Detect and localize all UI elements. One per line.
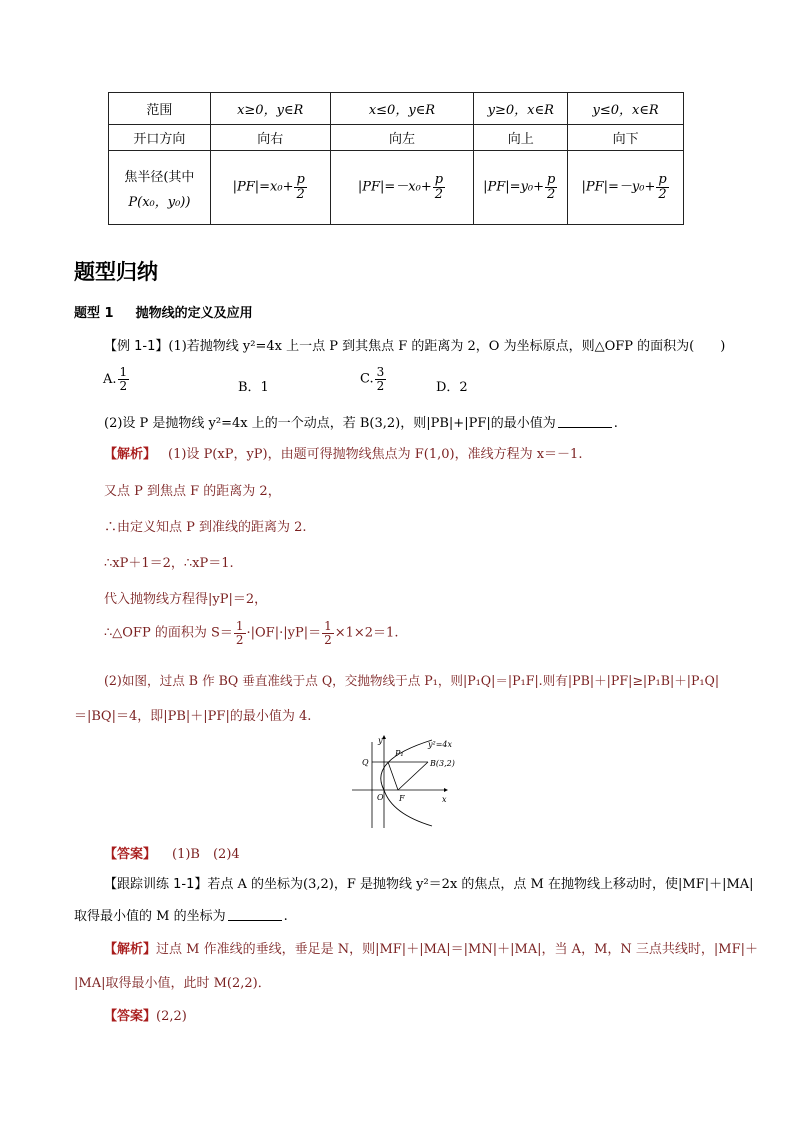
answer-line — [104, 1005, 187, 1024]
table-cell: 向右 — [210, 125, 330, 151]
table-cell — [330, 151, 474, 225]
parabola-properties-table — [108, 92, 684, 225]
fraction-num: p — [547, 172, 556, 188]
table-cell: 向下 — [568, 125, 684, 151]
focal-term: －x₀+ — [395, 180, 432, 195]
answer-text: (1)B (2)4 — [172, 847, 240, 862]
answer-text: (2,2) — [156, 1009, 187, 1024]
focal-lhs: |PF|= — [581, 180, 619, 195]
parabola-figure — [340, 730, 470, 830]
table-cell: y≥0，x∈R — [474, 93, 568, 125]
answer-blank — [228, 919, 282, 921]
y-axis-label: y — [378, 736, 383, 745]
option-c-label: C. — [360, 371, 374, 387]
segment-p1f — [388, 762, 398, 790]
fraction-num: p — [658, 172, 667, 188]
answer-blank — [558, 426, 612, 428]
y-axis-arrow — [382, 735, 386, 739]
focal-lhs: |PF|= — [232, 180, 271, 195]
solution-text: ×1×2＝1. — [334, 625, 399, 641]
fraction — [375, 366, 387, 392]
example-question-1 — [104, 335, 725, 354]
followup-text: 若点 A 的坐标为(3,2)，F 是抛物线 y²＝2x 的焦点，点 M 在抛物线上移动时，使|MF|＋|MA| — [207, 877, 754, 892]
followup-end: . — [283, 909, 288, 924]
focal-lhs: |PF|= — [483, 180, 521, 195]
focal-term: －y₀+ — [618, 180, 656, 195]
section-title: 题型归纳 — [74, 260, 158, 284]
example-q1-text: (1)若抛物线 y²=4x 上一点 P 到其焦点 F 的距离为 2，O 为坐标原点，则△OFP 的面积为( ) — [168, 339, 726, 354]
solution-line: 又点 P 到焦点 F 的距离为 2， — [104, 484, 281, 499]
fraction — [322, 620, 334, 646]
fraction-den: 2 — [547, 187, 556, 202]
table-cell: x≤0，y∈R — [330, 93, 474, 125]
q-label: Q — [362, 758, 369, 767]
fraction-den: 2 — [296, 187, 305, 202]
focal-lhs: |PF|= — [357, 180, 396, 195]
example-question-2 — [104, 412, 618, 431]
type-title: 抛物线的定义及应用 — [135, 306, 253, 321]
parabola-curve — [381, 740, 432, 826]
x-axis-arrow — [444, 788, 448, 792]
fraction-den: 2 — [658, 187, 667, 202]
fraction — [545, 173, 557, 201]
solution-line: ＝|BQ|＝4，即|PB|＋|PF|的最小值为 4. — [74, 709, 312, 724]
table-row — [109, 125, 684, 151]
followup-tag: 【跟踪训练 1-1】 — [104, 877, 208, 892]
solution-line — [104, 620, 398, 646]
fraction — [294, 173, 306, 201]
table-cell: 向左 — [330, 125, 474, 151]
table-cell — [568, 151, 684, 225]
fraction-num: p — [434, 172, 444, 188]
followup-text: 取得最小值的 M 的坐标为 — [74, 909, 226, 924]
fraction-den: 2 — [376, 378, 385, 393]
fraction — [234, 620, 246, 646]
focal-term: x₀+ — [270, 180, 294, 195]
solution-line: (2)如图，过点 B 作 BQ 垂直准线于点 Q，交抛物线于点 P₁，则|P₁Q|＝|P₁F|.则有|PB|＋|PF|≥|P₁B|＋|P₁Q| — [104, 673, 720, 688]
table-cell: y≤0，x∈R — [568, 93, 684, 125]
solution-text: (1)设 P(xP，yP)，由题可得抛物线焦点为 F(1,0)，准线方程为 x＝－1. — [168, 447, 583, 462]
fraction — [656, 173, 668, 201]
x-axis-label: x — [442, 795, 447, 804]
answer-line — [104, 843, 240, 862]
table-cell: 向上 — [474, 125, 568, 151]
table-row — [109, 151, 684, 225]
followup-line — [104, 873, 754, 892]
solution2-line: |MA|取得最小值，此时 M(2,2)． — [74, 976, 271, 991]
solution-text: ·|OF|·|yP|＝ — [246, 625, 322, 641]
example-q2-text: (2)设 P 是抛物线 y²=4x 上的一个动点，若 B(3,2)，则|PB|+|PF|的最小值为 — [104, 416, 556, 431]
equation-label: y²=4x — [428, 740, 453, 749]
table-cell: x≥0，y∈R — [210, 93, 330, 125]
table-cell: 开口方向 — [109, 125, 211, 151]
option-c — [360, 366, 387, 392]
fraction-den: 2 — [434, 187, 444, 202]
followup-line — [74, 905, 288, 924]
type-label: 题型 1 — [74, 306, 114, 321]
solution-line: ∴由定义知点 P 到准线的距离为 2. — [104, 520, 307, 535]
option-a — [103, 365, 130, 393]
b-label: B(3,2) — [430, 759, 455, 768]
option-d: D．2 — [436, 380, 468, 395]
solution-line — [104, 443, 582, 462]
focal-term: y₀+ — [520, 180, 545, 195]
focus-label: F — [399, 794, 405, 803]
segment-fb — [398, 762, 428, 790]
fraction-den: 2 — [235, 632, 244, 647]
table-cell — [474, 151, 568, 225]
fraction-den: 2 — [324, 632, 332, 647]
focal-label-line2: P(x₀，y₀)) — [128, 194, 191, 210]
solution-tag: 【解析】 — [104, 447, 157, 462]
focal-label-line1: 焦半径(其中 — [124, 169, 195, 185]
type-heading — [74, 302, 253, 321]
fraction-num: p — [296, 172, 305, 188]
solution-line: 代入抛物线方程得|yP|＝2， — [104, 592, 268, 607]
fraction-num: 1 — [235, 619, 244, 633]
fraction-num: 1 — [324, 619, 332, 633]
solution-text: ∴△OFP 的面积为 S＝ — [104, 625, 233, 641]
fraction-num: 3 — [376, 365, 385, 379]
origin-label: O — [377, 793, 384, 802]
table-cell — [210, 151, 330, 225]
p1-label: P₁ — [395, 749, 404, 758]
solution-tag: 【解析】 — [104, 942, 157, 957]
option-a-label: A. — [103, 371, 117, 387]
solution-line: ∴xP＋1＝2，∴xP＝1. — [104, 556, 234, 571]
fraction-den: 2 — [119, 378, 128, 393]
table-row — [109, 93, 684, 125]
option-b: B．1 — [238, 380, 269, 395]
solution2-line — [104, 938, 758, 957]
fraction-num: 1 — [119, 365, 128, 379]
fraction — [118, 366, 130, 392]
answer-tag: 【答案】 — [104, 1009, 157, 1024]
example-tag: 【例 1-1】 — [104, 339, 169, 354]
fraction — [433, 173, 445, 201]
table-cell: 范围 — [109, 93, 211, 125]
solution-text: 过点 M 作准线的垂线，垂足是 N，则|MF|＋|MA|＝|MN|＋|MA|，当 A，M，N 三点共线时，|MF|＋ — [156, 942, 758, 957]
example-options — [103, 366, 130, 392]
answer-tag: 【答案】 — [104, 847, 157, 862]
example-q2-end: . — [613, 416, 618, 431]
table-cell — [109, 151, 211, 225]
